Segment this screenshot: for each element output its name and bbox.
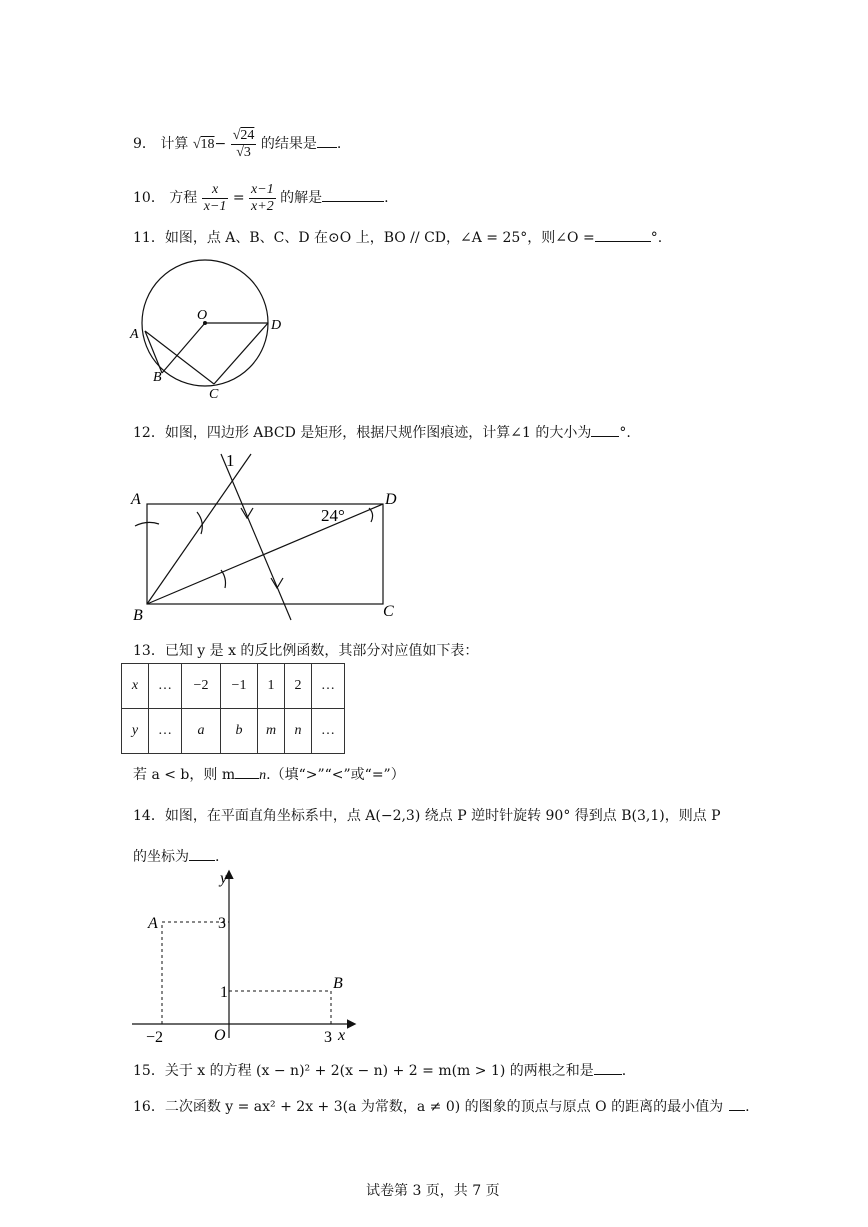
- label-A: A: [131, 491, 141, 508]
- q10-number: 10．: [133, 190, 165, 206]
- question-12: 12．如图，四边形 ABCD 是矩形，根据尺规作图痕迹，计算∠1 的大小为 °.: [133, 425, 631, 441]
- q9-number: 9．: [133, 136, 156, 152]
- label-A: A: [130, 327, 139, 342]
- label-D: D: [271, 318, 282, 333]
- label-D: D: [385, 491, 397, 508]
- label-O: O: [214, 1027, 226, 1044]
- sqrt-18: √18: [192, 137, 215, 152]
- label-B: B: [153, 370, 162, 385]
- label-24-degree: 24°: [321, 506, 345, 525]
- label-B: B: [333, 975, 343, 992]
- q11-answer-blank[interactable]: [595, 229, 651, 242]
- q12-answer-blank[interactable]: [591, 424, 619, 437]
- label-C: C: [209, 387, 219, 402]
- question-13: 13．已知 y 是 x 的反比例函数，其部分对应值如下表：: [133, 643, 479, 659]
- q16-answer-blank[interactable]: [729, 1098, 745, 1111]
- q9-answer-blank[interactable]: [317, 135, 337, 148]
- tick-1-y: 1: [220, 984, 228, 1001]
- question-14-line2: 的坐标为 .: [133, 849, 220, 865]
- figure-11-circle: [125, 253, 285, 403]
- label-C: C: [383, 603, 394, 620]
- label-O: O: [197, 308, 208, 323]
- q9-fraction: $\frac{√24}{√3}$: [232, 127, 255, 160]
- label-A: A: [148, 915, 158, 932]
- tick-minus-2: −2: [146, 1029, 164, 1046]
- tick-3-x: 3: [324, 1029, 332, 1046]
- table-row-x: x … −2 −1 1 2 …: [122, 664, 345, 709]
- label-x: x: [338, 1027, 346, 1044]
- q10-answer-blank[interactable]: [322, 189, 384, 202]
- q9-pre: 计算: [160, 136, 189, 152]
- q13-answer-blank[interactable]: [235, 766, 259, 779]
- question-9: 9． 计算 √18− $\frac{√24}{√3}$ 的结果是 .: [133, 127, 342, 160]
- q9-post: 的结果是: [260, 136, 317, 152]
- q15-answer-blank[interactable]: [594, 1062, 622, 1075]
- question-10: 10． 方程 $\frac{x}{x-1}$ = $\frac{x-1}{x+2}$ 的解是 .: [133, 181, 389, 214]
- tick-3-y: 3: [218, 915, 226, 932]
- label-y: y: [220, 870, 228, 887]
- question-14-line1: 14．如图，在平面直角坐标系中，点 A(−2,3) 绕点 P 逆时针旋转 90° 得到点 B(3,1)，则点 P: [133, 808, 721, 824]
- q10-fraction-left: $\frac{x}{x-1}$: [203, 181, 227, 214]
- q10-fraction-right: $\frac{x-1}{x+2}$: [251, 181, 274, 214]
- value-table: [121, 663, 345, 754]
- question-11: 11．如图，点 A、B、C、D 在⊙O 上，BO // CD，∠A = 25°，则∠O = °.: [133, 230, 663, 246]
- table-row-y: y … a b m n …: [122, 709, 345, 754]
- figure-12-rectangle: [125, 448, 415, 628]
- question-16: 16．二次函数 y = ax² + 2x + 3(a 为常数，a ≠ 0) 的图象的顶点与原点 O 的距离的最小值为 .: [133, 1099, 750, 1115]
- figure-14-coordinates: [128, 868, 368, 1048]
- label-1: 1: [226, 451, 235, 470]
- q14-answer-blank[interactable]: [189, 848, 215, 861]
- question-15: 15．关于 x 的方程 (x − n)² + 2(x − n) + 2 = m(m > 1) 的两根之和是 .: [133, 1063, 627, 1079]
- label-B: B: [133, 607, 143, 624]
- page-footer: 试卷第 3 页，共 7 页: [366, 1183, 500, 1199]
- question-13-note: 若 a < b，则 m n.（填“>”“<”或“=”）: [133, 767, 405, 783]
